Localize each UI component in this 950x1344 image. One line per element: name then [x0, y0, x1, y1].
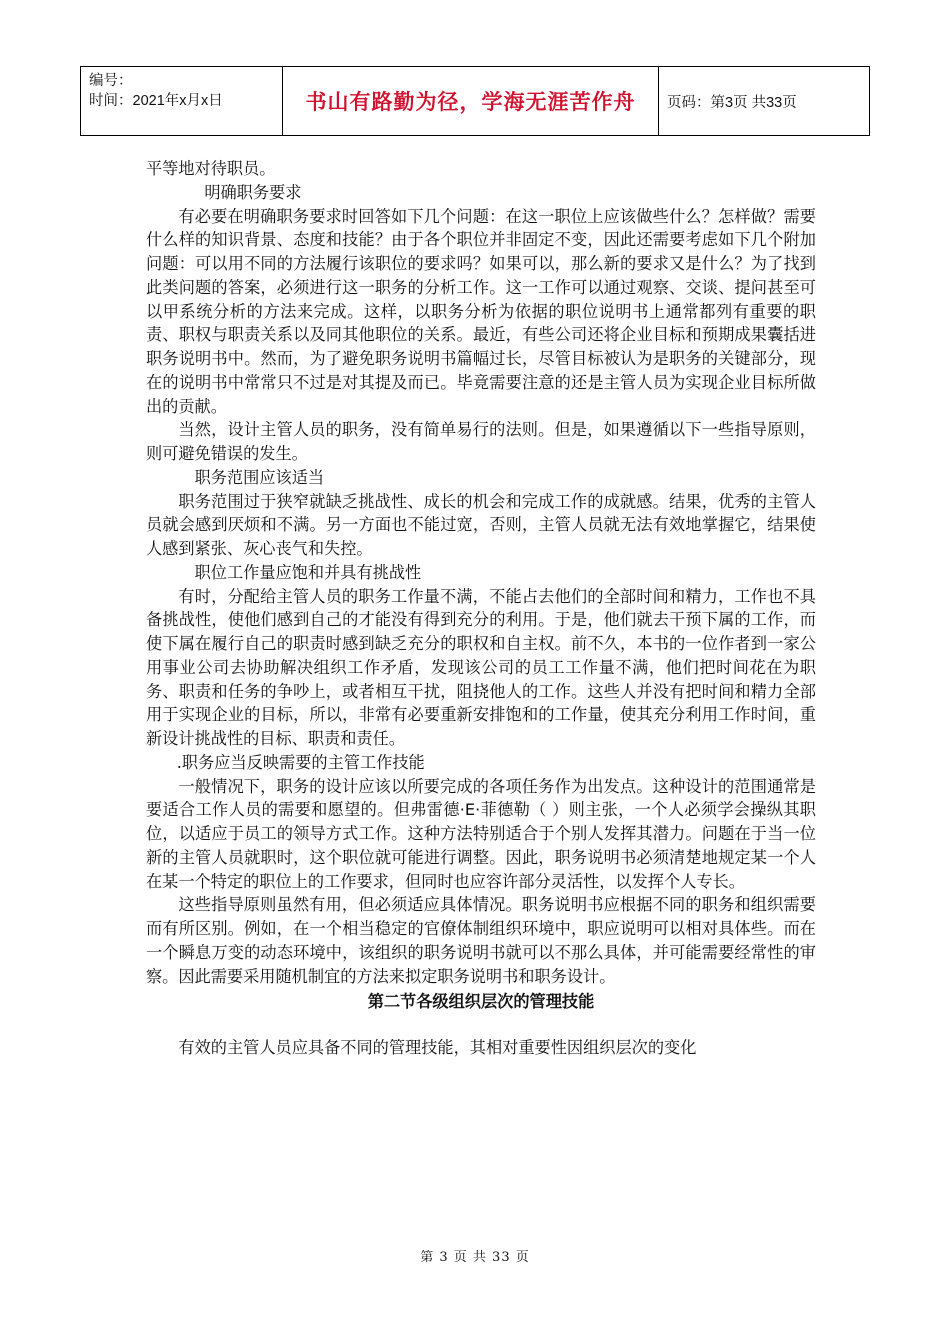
paragraph: 有效的主管人员应具备不同的管理技能，其相对重要性因组织层次的变化 — [178, 1038, 697, 1057]
paragraph: 职务范围过于狭窄就缺乏挑战性、成长的机会和完成工作的成就感。结果，优秀的主管人员就会感到厌烦和不满。另一方面也不能过宽，否则，主管人员就无法有效地掌握它，结果使人感到紧张、灰心丧气和失控。 — [146, 491, 816, 558]
paragraph: 平等地对待职员。 — [146, 159, 276, 178]
paragraph: 有时，分配给主管人员的职务工作量不满，不能占去他们的全部时间和精力，工作也不具备挑战性，使他们感到自己的才能没有得到充分的利用。于是，他们就去干预下属的工作，而使下属在履行自己的职责时感到缺乏充分的职权和自主权。前不久，本书的一位作者到一家公用事业公司去协助解决组织工作矛盾，发现该公司的员工工作量不满，他们把时间花在为职务、职责和任务的争吵上，或者相互干扰，阻挠他人的工作。这些人并没有把时间和精力全部用于实现企业的目标，所以，非常有必要重新安排饱和的工作量，使其充分利用工作时间，重新设计挑战性的目标、职责和责任。 — [146, 586, 816, 748]
page-header — [80, 66, 870, 136]
section-heading: 第二节各级组织层次的管理技能 — [367, 992, 595, 1012]
section-subheading: 明确职务要求 — [204, 182, 302, 202]
section-subheading: .职务应当反映需要的主管工作技能 — [176, 752, 425, 772]
paragraph: 这些指导原则虽然有用，但必须适应具体情况。职务说明书应根据不同的职务和组织需要而有所区别。例如，在一个相当稳定的官僚体制组织环境中，职应说明可以相对具体些。而在一个瞬息万变的动态环境中，该组织的职务说明书就可以不那么具体，并可能需要经常性的审察。因此需要采用随机制宜的方法来拟定职务说明书和职务设计。 — [146, 895, 816, 986]
section-subheading: 职务范围应该适当 — [194, 467, 325, 487]
paragraph: 一般情况下，职务的设计应该以所要完成的各项任务作为出发点。这种设计的范围通常是要适合工作人员的需要和愿望的。但弗雷德·E·菲德勒（ ）则主张，一个人必须学会操纵其职位，以适应于员工的领导方式工作。这种方法特别适合于个别人发挥其潜力。问题在于当一位新的主管人员就职时，这个职位就可能进行调整。因此，职务说明书必须清楚地规定某一个人在某一个特定的职位上的工作要求，但同时也应容许部分灵活性，以发挥个人专长。 — [146, 776, 816, 891]
page-footer: 第 3 页 共 33 页 — [420, 1250, 530, 1265]
header-motto: 书山有路勤为径，学海无涯苦作舟 — [283, 67, 659, 135]
header-meta — [81, 67, 283, 135]
document-date: 时间：2021年x月x日 — [89, 93, 223, 109]
header-page-info: 页码：第3页 共33页 — [667, 94, 797, 111]
document-body — [146, 157, 816, 1060]
paragraph: 有必要在明确职务要求时回答如下几个问题：在这一职位上应该做些什么？怎样做？需要什么样的知识背景、态度和技能？由于各个职位并非固定不变，因此还需要考虑如下几个附加问题：可以用不同的方法履行该职位的要求吗？如果可以，那么新的要求又是什么？为了找到此类问题的答案，必须进行这一职务的分析工作。这一工作可以通过观察、交谈、提问甚至可以甲系统分析的方法来完成。这样，以职务分析为依据的职位说明书上通常都列有重要的职责、职权与职责关系以及同其他职位的关系。最近，有些公司还将企业目标和预期成果囊括进职务说明书中。然而，为了避免职务说明书篇幅过长，尽管目标被认为是职务的关键部分，现在的说明书中常常只不过是对其提及而已。毕竟需要注意的还是主管人员为实现企业目标所做出的贡献。 — [146, 206, 816, 416]
paragraph: 当然，设计主管人员的职务，没有简单易行的法则。但是，如果遵循以下一些指导原则，则可避免错误的发生。 — [146, 420, 816, 463]
section-subheading: 职位工作量应饱和并具有挑战性 — [194, 562, 422, 582]
document-number-label: 编号： — [89, 73, 133, 89]
